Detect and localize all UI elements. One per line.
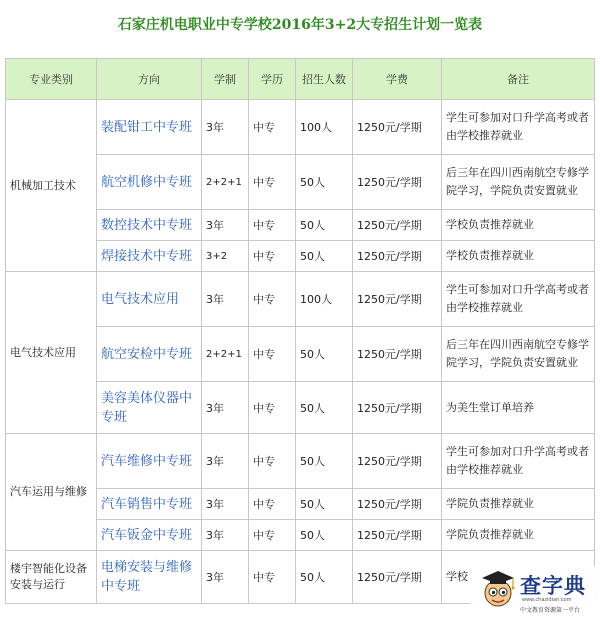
tuition-cell: 1250元/学期 <box>353 551 442 604</box>
duration-cell: 3年 <box>202 272 249 327</box>
note-cell: 学院负责推荐就业 <box>442 489 595 520</box>
category-cell: 电气技术应用 <box>6 272 97 434</box>
education-cell: 中专 <box>249 272 296 327</box>
duration-cell: 2+2+1 <box>202 155 249 210</box>
watermark-url: www.chazidian.com <box>522 597 572 603</box>
note-cell: 学生可参加对口升学高考或者由学校推荐就业 <box>442 100 595 155</box>
direction-link[interactable]: 航空机修中专班 <box>97 155 202 210</box>
tuition-cell: 1250元/学期 <box>353 520 442 551</box>
column-header-enrollment: 招生人数 <box>296 59 353 100</box>
education-cell: 中专 <box>249 155 296 210</box>
note-cell: 学校负责推荐就业 <box>442 241 595 272</box>
column-header-education: 学历 <box>249 59 296 100</box>
enrollment-cell: 50人 <box>296 551 353 604</box>
enrollment-cell: 50人 <box>296 241 353 272</box>
enrollment-cell: 50人 <box>296 155 353 210</box>
category-cell: 机械加工技术 <box>6 100 97 272</box>
education-cell: 中专 <box>249 434 296 489</box>
enrollment-cell: 50人 <box>296 434 353 489</box>
enrollment-cell: 50人 <box>296 327 353 382</box>
tuition-cell: 1250元/学期 <box>353 241 442 272</box>
duration-cell: 3年 <box>202 551 249 604</box>
watermark-tagline: 中文教育资源第一平台 <box>520 607 581 614</box>
duration-cell: 3年 <box>202 520 249 551</box>
direction-link[interactable]: 汽车销售中专班 <box>97 489 202 520</box>
tuition-cell: 1250元/学期 <box>353 434 442 489</box>
enrollment-plan-table <box>5 58 595 604</box>
watermark-brand: 查字典 <box>520 574 586 598</box>
education-cell: 中专 <box>249 382 296 434</box>
tuition-cell: 1250元/学期 <box>353 327 442 382</box>
column-header-direction: 方向 <box>97 59 202 100</box>
duration-cell: 3年 <box>202 489 249 520</box>
direction-link[interactable]: 电气技术应用 <box>97 272 202 327</box>
direction-link[interactable]: 航空安检中专班 <box>97 327 202 382</box>
cartoon-student-graduation-cap-icon <box>480 568 516 608</box>
duration-cell: 3年 <box>202 100 249 155</box>
note-cell: 学生可参加对口升学高考或者由学校推荐就业 <box>442 272 595 327</box>
table-header-row <box>6 59 595 100</box>
column-header-tuition: 学费 <box>353 59 442 100</box>
table-row <box>6 434 595 489</box>
note-cell: 后三年在四川西南航空专修学院学习，学院负责安置就业 <box>442 155 595 210</box>
tuition-cell: 1250元/学期 <box>353 272 442 327</box>
direction-link[interactable]: 电梯安装与维修中专班 <box>97 551 202 604</box>
note-cell: 为美生堂订单培养 <box>442 382 595 434</box>
education-cell: 中专 <box>249 100 296 155</box>
note-cell: 后三年在四川西南航空专修学院学习，学院负责安置就业 <box>442 327 595 382</box>
category-cell: 楼宇智能化设备安装与运行 <box>6 551 97 604</box>
tuition-cell: 1250元/学期 <box>353 210 442 241</box>
note-cell: 学校 <box>442 551 595 604</box>
column-header-duration: 学制 <box>202 59 249 100</box>
enrollment-cell: 50人 <box>296 382 353 434</box>
education-cell: 中专 <box>249 520 296 551</box>
enrollment-cell: 100人 <box>296 100 353 155</box>
enrollment-cell: 100人 <box>296 272 353 327</box>
direction-link[interactable]: 数控技术中专班 <box>97 210 202 241</box>
duration-cell: 3年 <box>202 382 249 434</box>
education-cell: 中专 <box>249 210 296 241</box>
category-cell: 汽车运用与维修 <box>6 434 97 551</box>
direction-link[interactable]: 美容美体仪器中专班 <box>97 382 202 434</box>
tuition-cell: 1250元/学期 <box>353 382 442 434</box>
direction-link[interactable]: 汽车钣金中专班 <box>97 520 202 551</box>
education-cell: 中专 <box>249 489 296 520</box>
note-cell: 学生可参加对口升学高考或者由学校推荐就业 <box>442 434 595 489</box>
enrollment-cell: 50人 <box>296 520 353 551</box>
enrollment-cell: 50人 <box>296 210 353 241</box>
duration-cell: 2+2+1 <box>202 327 249 382</box>
note-cell: 学院负责推荐就业 <box>442 520 595 551</box>
note-cell: 学校负责推荐就业 <box>442 210 595 241</box>
tuition-cell: 1250元/学期 <box>353 100 442 155</box>
duration-cell: 3+2 <box>202 241 249 272</box>
duration-cell: 3年 <box>202 434 249 489</box>
education-cell: 中专 <box>249 551 296 604</box>
education-cell: 中专 <box>249 241 296 272</box>
page-title: 石家庄机电职业中专学校2016年3+2大专招生计划一览表 <box>117 17 483 33</box>
table-row <box>6 272 595 327</box>
tuition-cell: 1250元/学期 <box>353 489 442 520</box>
direction-link[interactable]: 汽车维修中专班 <box>97 434 202 489</box>
column-header-category: 专业类别 <box>6 59 97 100</box>
direction-link[interactable]: 焊接技术中专班 <box>97 241 202 272</box>
education-cell: 中专 <box>249 327 296 382</box>
enrollment-cell: 50人 <box>296 489 353 520</box>
tuition-cell: 1250元/学期 <box>353 155 442 210</box>
direction-link[interactable]: 装配钳工中专班 <box>97 100 202 155</box>
column-header-note: 备注 <box>442 59 595 100</box>
chazidian-watermark <box>470 566 598 616</box>
duration-cell: 3年 <box>202 210 249 241</box>
table-row <box>6 100 595 155</box>
